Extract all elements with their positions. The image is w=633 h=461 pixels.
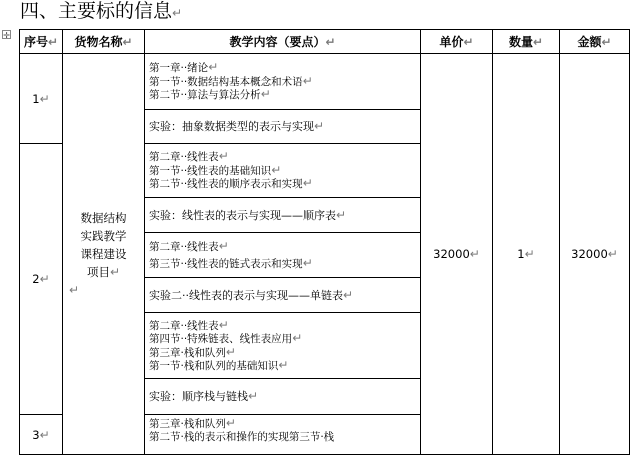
goods-name-line: 实践教学 [80, 229, 127, 243]
header-goods-name: 货物名称↵ [63, 30, 145, 54]
header-teaching-content: 教学内容（要点）↵ [145, 30, 421, 54]
content-line: 第一节·栈和队列的基础知识↵ [149, 358, 289, 372]
procurement-table [19, 29, 630, 455]
teaching-content-cell [145, 54, 421, 110]
content-line: 第一节··线性表的基础知识↵ [149, 162, 282, 177]
content-line: 第四节··特殊链表、线性表应用↵ [149, 331, 303, 345]
table-row [20, 54, 630, 110]
goods-name-line: 课程建设 [80, 247, 127, 261]
header-amount: 金额↵ [560, 30, 630, 54]
row-number-1: 1↵ [20, 54, 63, 144]
content-line: 第二节··算法与算法分析↵ [149, 87, 271, 102]
goods-name-cell: 数据结构 实践教学 课程建设 项目↵ ↵ [63, 54, 145, 455]
table-header-row [20, 30, 630, 54]
amount-cell: 32000↵ [560, 54, 630, 455]
content-line: 第二章··线性表↵ [149, 317, 229, 332]
content-line: 第二节··线性表的顺序表示和实现↵ [149, 176, 313, 191]
lab-content-cell: 实验：顺序栈与链栈↵ [145, 379, 421, 415]
section-heading: 四、主要标的信息↵ [20, 0, 183, 22]
table-move-handle-icon[interactable]: ✛ [3, 31, 10, 40]
header-unit-price: 单价↵ [421, 30, 493, 54]
teaching-content-cell [145, 415, 421, 455]
goods-name-line: 项目↵ [86, 265, 121, 279]
content-line: 第二章··线性表↵ [149, 149, 229, 164]
header-index: 序号↵ [20, 30, 63, 54]
quantity-cell: 1↵ [493, 54, 560, 455]
lab-content-cell: 实验：线性表的表示与实现——顺序表↵ [145, 198, 421, 233]
content-line: 第二节·栈的表示和操作的实现第三节·栈 [149, 430, 335, 443]
unit-price-cell: 32000↵ [421, 54, 493, 455]
content-line: 第三节··线性表的链式表示和实现↵ [149, 256, 313, 270]
lab-content-cell: 实验：抽象数据类型的表示与实现↵ [145, 110, 421, 144]
header-quantity: 数量↵ [493, 30, 560, 54]
teaching-content-cell [145, 233, 421, 278]
content-line: 第一章··绪论↵ [149, 60, 219, 75]
row-number-3: 3↵ [20, 415, 63, 455]
goods-name-line: 数据结构 [80, 211, 127, 225]
row-number-2: 2↵ [20, 144, 63, 415]
content-line: 第三章·栈和队列↵ [149, 344, 236, 359]
teaching-content-cell [145, 313, 421, 379]
content-line: 第二章··线性表↵ [149, 238, 229, 253]
teaching-content-cell [145, 144, 421, 198]
content-line: 第一节··数据结构基本概念和术语↵ [149, 73, 313, 88]
content-line: 第三章·栈和队列↵ [149, 416, 236, 430]
lab-content-cell: 实验二··线性表的表示与实现——单链表↵ [145, 278, 421, 313]
